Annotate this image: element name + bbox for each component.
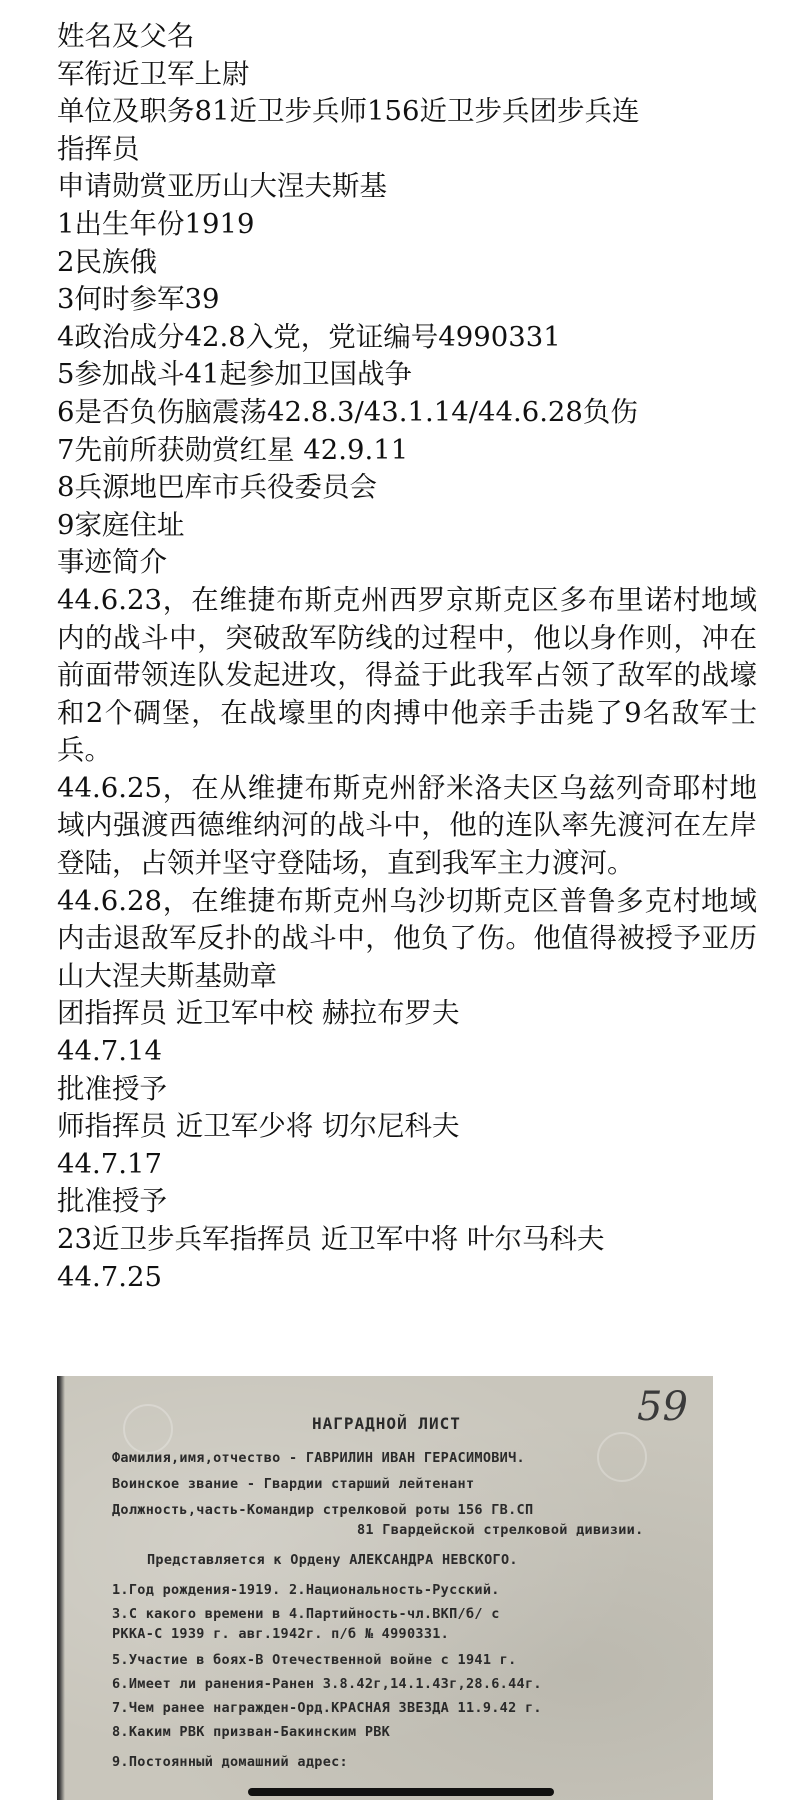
endorsement-division-commander: 师指挥员 近卫军少将 切尔尼科夫 xyxy=(57,1110,460,1143)
award-translation-text xyxy=(57,18,757,1296)
home-indicator-bar[interactable] xyxy=(248,1788,554,1796)
document-line: Должность,часть-Командир стрелковой роты 156 ГВ.СП xyxy=(112,1502,534,1518)
endorsement-regiment-commander: 团指挥员 近卫军中校 赫拉布罗夫 xyxy=(57,997,460,1030)
summary-paragraph: 44.6.25，在从维捷布斯克州舒米洛夫区乌兹列奇耶村地域内强渡西德维纳河的战斗中，他的连队率先渡河在左岸登陆，占领并坚守登陆场，直到我军主力渡河。 xyxy=(57,771,757,880)
document-line: Представляется к Ордену АЛЕКСАНДРА НЕВСКОГО. xyxy=(147,1552,518,1568)
watermark-stamp xyxy=(597,1432,647,1482)
document-line: 5.Участие в боях-В Отечественной войне с 1941 г. xyxy=(112,1652,517,1668)
document-title: НАГРАДНОЙ ЛИСТ xyxy=(312,1414,461,1433)
document-line: Фамилия,имя,отчество - ГАВРИЛИН ИВАН ГЕРАСИМОВИЧ. xyxy=(112,1450,525,1466)
text-line-unit: 单位及职务81近卫步兵师156近卫步兵团步兵连 xyxy=(57,95,640,128)
document-line: 9.Постоянный домашний адрес: xyxy=(112,1754,348,1770)
text-line-rank: 军衔近卫军上尉 xyxy=(57,57,250,90)
summary-paragraph: 44.6.23，在维捷布斯克州西罗京斯克区多布里诺村地域内的战斗中，突破敌军防线的过程中，他以身作则，冲在前面带领连队发起进攻，得益于此我军占领了敌军的战壕和2个碉堡，在战壕里的肉搏中他亲手击毙了9名敌军士兵。 xyxy=(57,583,757,767)
text-line-draft-office: 8兵源地巴库市兵役委员会 xyxy=(57,471,377,504)
endorsement-date: 44.7.25 xyxy=(57,1260,162,1293)
text-line-name: 姓名及父名 xyxy=(57,20,195,52)
endorsement-date: 44.7.14 xyxy=(57,1035,162,1068)
text-line-birth-year: 1出生年份1919 xyxy=(57,207,255,240)
summary-paragraph: 44.6.28，在维捷布斯克州乌沙切斯克区普鲁多克村地域内击退敌军反扑的战斗中，他负了伤。他值得被授予亚历山大涅夫斯基勋章 xyxy=(57,884,757,992)
text-line-party: 4政治成分42.8入党，党证编号4990331 xyxy=(57,320,561,353)
text-line-position: 指挥员 xyxy=(57,132,140,165)
text-line-battles: 5参加战斗41起参加卫国战争 xyxy=(57,358,412,391)
endorsement-approval: 批准授予 xyxy=(57,1185,167,1218)
text-line-summary-heading: 事迹简介 xyxy=(57,546,167,579)
document-line: Воинское звание - Гвардии старший лейтенант xyxy=(112,1476,475,1492)
document-line: 3.С какого времени в 4.Партийность-чл.ВКП/б/ с xyxy=(112,1606,500,1622)
archival-award-document-image xyxy=(57,1376,713,1800)
text-line-previous-awards: 7先前所获勋赏红星 42.9.11 xyxy=(57,433,409,466)
text-line-home-address: 9家庭住址 xyxy=(57,508,185,541)
document-line: 1.Год рождения-1919. 2.Национальность-Русский. xyxy=(112,1582,500,1598)
endorsement-corps-commander: 23近卫步兵军指挥员 近卫军中将 叶尔马科夫 xyxy=(57,1223,605,1255)
endorsement-approval: 批准授予 xyxy=(57,1072,167,1105)
endorsement-date: 44.7.17 xyxy=(57,1147,162,1180)
text-line-award-request: 申请勋赏亚历山大涅夫斯基 xyxy=(57,170,387,203)
watermark-stamp xyxy=(123,1404,173,1454)
document-line: 81 Гвардейской стрелковой дивизии. xyxy=(357,1522,644,1538)
document-line: 8.Каким РВК призван-Бакинским РВК xyxy=(112,1724,391,1740)
document-edge xyxy=(57,1376,65,1800)
text-line-nationality: 2民族俄 xyxy=(57,245,157,278)
document-line: 6.Имеет ли ранения-Ранен 3.8.42г,14.1.43г,28.6.44г. xyxy=(112,1676,542,1692)
document-line: РККА-С 1939 г. авг.1942г. п/б № 4990331. xyxy=(112,1626,450,1642)
handwritten-page-number: 59 xyxy=(637,1384,688,1430)
text-line-wounds: 6是否负伤脑震荡42.8.3/43.1.14/44.6.28负伤 xyxy=(57,395,638,428)
text-line-enlistment: 3何时参军39 xyxy=(57,283,220,316)
document-line: 7.Чем ранее награжден-Орд.КРАСНАЯ ЗВЕЗДА 11.9.42 г. xyxy=(112,1700,542,1716)
